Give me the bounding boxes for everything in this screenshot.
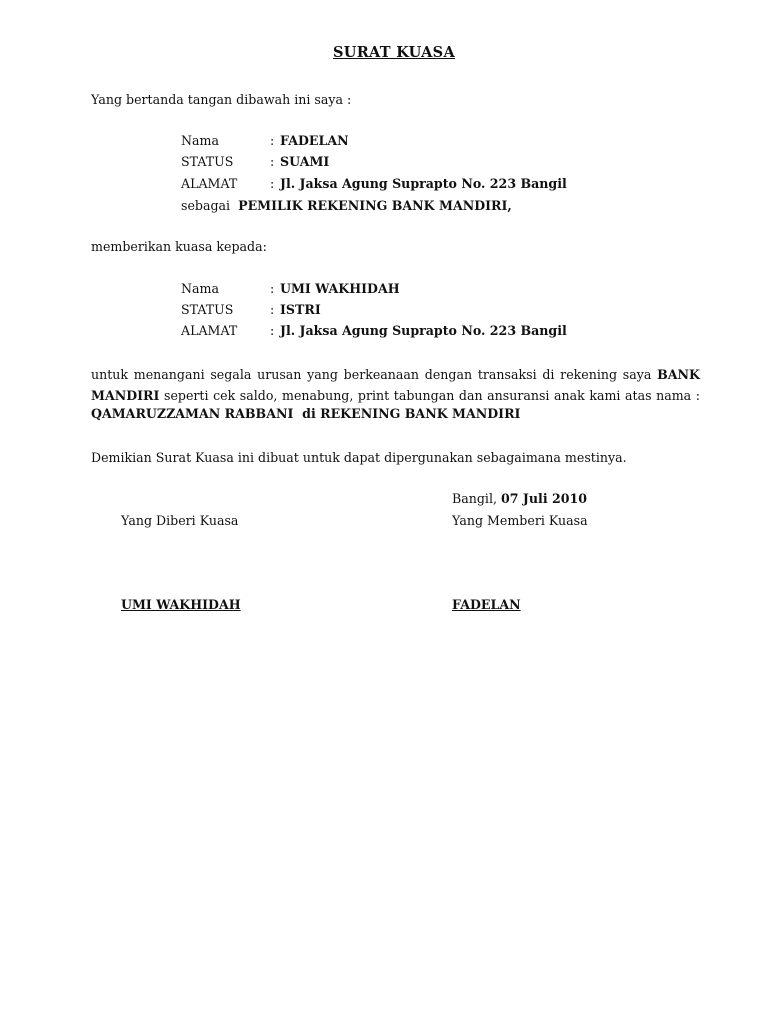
right-signatory: FADELAN (452, 597, 521, 612)
colon: : (270, 133, 275, 148)
grantor-name-value: FADELAN (280, 133, 349, 148)
place-date (452, 491, 587, 506)
purpose-line-2-bold: MANDIRI (91, 388, 160, 403)
colon: : (270, 323, 275, 338)
grantee-name-value: UMI WAKHIDAH (280, 281, 400, 296)
grantee-status-label: STATUS (181, 302, 234, 317)
grantor-status-label: STATUS (181, 154, 234, 169)
purpose-line-1-text: untuk menangani segala urusan yang berkeanaan dengan transaksi di rekening saya (91, 367, 652, 382)
closing-text: Demikian Surat Kuasa ini dibuat untuk dapat dipergunakan sebagaimana mestinya. (91, 450, 627, 465)
purpose-line-3: QAMARUZZAMAN RABBANI di REKENING BANK MANDIRI (91, 406, 521, 421)
colon: : (270, 154, 275, 169)
grantor-address-label: ALAMAT (181, 176, 238, 191)
colon: : (270, 302, 275, 317)
left-role: Yang Diberi Kuasa (121, 513, 239, 528)
colon: : (270, 176, 275, 191)
grantee-name-label: Nama (181, 281, 219, 296)
purpose-line-2 (91, 385, 700, 406)
intro-text: Yang bertanda tangan dibawah ini saya : (91, 92, 352, 107)
grantor-name-label: Nama (181, 133, 219, 148)
right-role: Yang Memberi Kuasa (452, 513, 588, 528)
purpose-line-1 (91, 364, 700, 385)
grantor-status-value: SUAMI (280, 154, 330, 169)
colon: : (270, 281, 275, 296)
transition-text: memberikan kuasa kepada: (91, 239, 267, 254)
grantor-address-value: Jl. Jaksa Agung Suprapto No. 223 Bangil (280, 176, 567, 191)
grantor-role-prefix: sebagai (181, 198, 231, 213)
document-title: SURAT KUASA (332, 44, 456, 61)
grantee-address-value: Jl. Jaksa Agung Suprapto No. 223 Bangil (280, 323, 567, 338)
grantor-role-row (181, 198, 512, 213)
grantee-address-label: ALAMAT (181, 323, 238, 338)
left-signatory: UMI WAKHIDAH (121, 597, 241, 612)
place-text: Bangil, (452, 491, 497, 506)
grantee-status-value: ISTRI (280, 302, 321, 317)
purpose-line-2-text: seperti cek saldo, menabung, print tabungan dan ansuransi anak kami atas nama : (163, 388, 700, 403)
date-text: 07 Juli 2010 (501, 491, 588, 506)
grantor-role-value: PEMILIK REKENING BANK MANDIRI, (238, 198, 512, 213)
purpose-line-1-bold: BANK (657, 367, 700, 382)
